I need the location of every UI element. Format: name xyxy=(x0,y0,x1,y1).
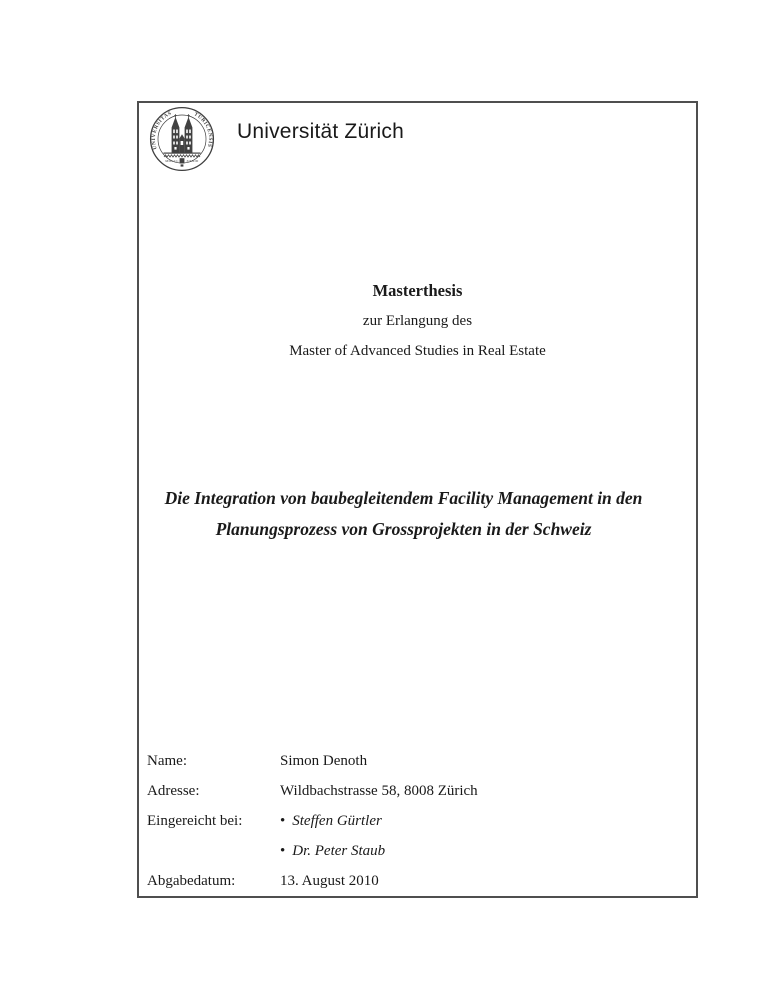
submission-date-value: 13. August 2010 xyxy=(280,873,379,889)
detail-row-submission-date xyxy=(139,866,696,896)
degree-block xyxy=(139,276,696,366)
seal-battlement-pattern xyxy=(164,155,200,157)
bullet-icon: • xyxy=(280,813,286,829)
thesis-title-page xyxy=(137,101,698,898)
name-value: Simon Denoth xyxy=(280,753,368,769)
supervisor-2-name: Dr. Peter Staub xyxy=(292,843,386,859)
submission-date-label: Abgabedatum: xyxy=(147,873,236,889)
degree-purpose-line: zur Erlangung des xyxy=(362,313,473,329)
thesis-title xyxy=(139,483,696,544)
supervisor-1-name: Steffen Gürtler xyxy=(292,813,382,829)
detail-row-name xyxy=(139,746,696,776)
detail-row-supervisor-2 xyxy=(139,836,696,866)
detail-row-address xyxy=(139,776,696,806)
supervisor-1 xyxy=(280,806,382,836)
seal-year-left: MDCCC xyxy=(165,158,179,163)
address-label: Adresse: xyxy=(147,783,200,799)
submitted-to-label: Eingereicht bei: xyxy=(147,813,243,829)
submission-details xyxy=(139,746,696,896)
university-seal-icon xyxy=(149,106,215,172)
svg-text:UNIVERSITAS xyxy=(151,110,173,150)
thesis-title-line1: Die Integration von baubegleitendem Facility Management in den xyxy=(164,488,643,508)
seal-arc-right-text: TURICENSIS xyxy=(192,111,214,148)
seal-arc-left-text: UNIVERSITAS xyxy=(150,110,173,151)
university-name: Universität Zürich xyxy=(237,120,404,143)
supervisor-2 xyxy=(280,836,385,866)
address-value: Wildbachstrasse 58, 8008 Zürich xyxy=(280,783,478,799)
seal-year-right: XXXIII xyxy=(186,158,199,163)
bullet-icon: • xyxy=(280,843,286,859)
thesis-title-line2: Planungsprozess von Grossprojekten in der Schweiz xyxy=(215,518,592,539)
thesis-type-heading: Masterthesis xyxy=(372,281,463,300)
svg-text:TURICENSIS xyxy=(193,111,213,148)
detail-row-submitted-to xyxy=(139,806,696,836)
degree-program-line: Master of Advanced Studies in Real Estate xyxy=(289,343,546,359)
name-label: Name: xyxy=(147,753,187,769)
